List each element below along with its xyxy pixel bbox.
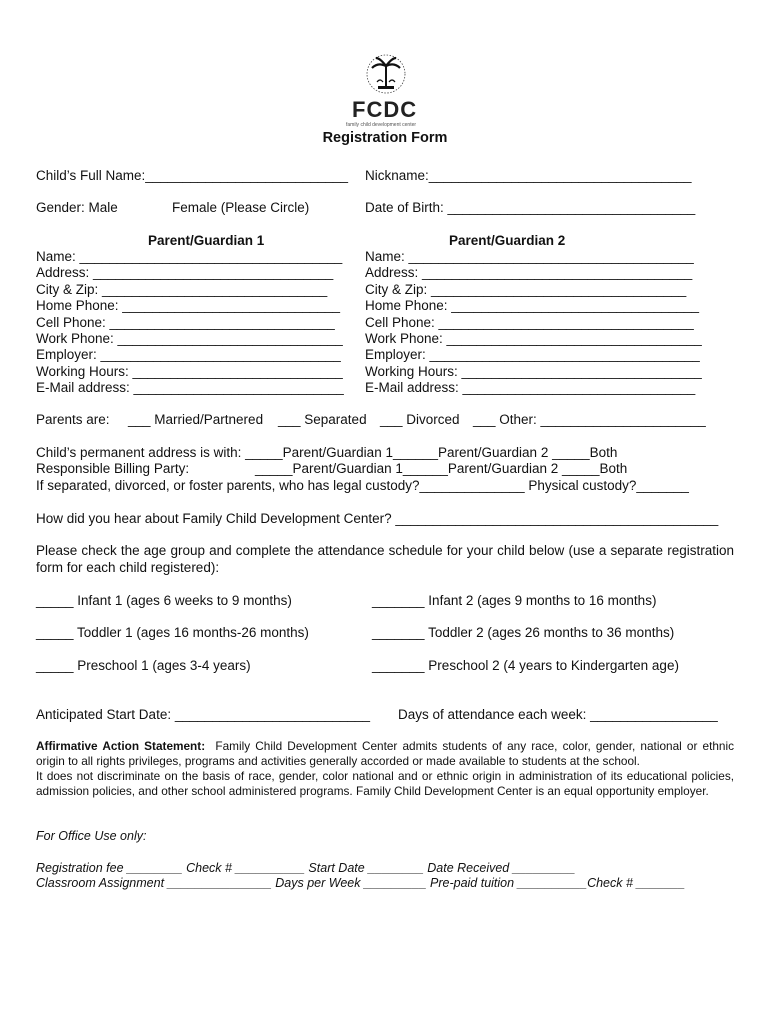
billing-party-options[interactable]: _____Parent/Guardian 1______Parent/Guardian 2 _____Both xyxy=(255,461,628,476)
office-use-line-1[interactable]: Registration fee ________ Check # __________ Start Date ________ Date Received _________ xyxy=(36,861,576,875)
guardian-2-employer-field[interactable]: Employer: ____________________________________ xyxy=(365,347,700,363)
form-title: Registration Form xyxy=(322,130,448,146)
infant-1-option[interactable]: _____ Infant 1 (ages 6 weeks to 9 months) xyxy=(36,593,292,608)
infant-2-option[interactable]: _______ Infant 2 (ages 9 months to 16 months) xyxy=(372,593,657,608)
fcdc-logo xyxy=(346,52,422,130)
affirmative-action-text-2: It does not discriminate on the basis of race, gender, color national and or ethnic origin in administration of its educational policies, admission policies, and other school administered programs. Family Child Development Center is an equal opportunity employer. xyxy=(36,769,734,798)
guardian-2-work-phone-field[interactable]: Work Phone: __________________________________ xyxy=(365,331,702,347)
affirmative-action-statement xyxy=(36,739,734,769)
toddler-2-option[interactable]: _______ Toddler 2 (ages 26 months to 36 months) xyxy=(372,625,675,640)
guardian-2-address-field[interactable]: Address: ____________________________________ xyxy=(365,265,693,281)
guardian-1-email-field[interactable]: E-Mail address: ____________________________ xyxy=(36,380,344,396)
age-group-instructions: Please check the age group and complete the attendance schedule for your child below (use a separate registration form for each child registered): xyxy=(36,543,734,575)
guardian-1-cell-phone-field[interactable]: Cell Phone: ______________________________ xyxy=(36,314,335,330)
status-separated-option[interactable]: ___ Separated xyxy=(278,412,367,427)
attendance-days-field[interactable]: Days of attendance each week: _________________ xyxy=(398,707,718,722)
status-other-option[interactable]: ___ Other: ______________________ xyxy=(473,412,706,427)
guardian-1-working-hours-field[interactable]: Working Hours: ____________________________ xyxy=(36,363,343,379)
parents-status-label: Parents are: xyxy=(36,412,110,427)
gender-male-option[interactable]: Gender: Male xyxy=(36,200,118,215)
guardian-2-fields xyxy=(365,249,702,397)
guardian-1-work-phone-field[interactable]: Work Phone: ______________________________ xyxy=(36,331,343,347)
guardian-1-home-phone-field[interactable]: Home Phone: _____________________________ xyxy=(36,298,341,314)
guardian-2-city-zip-field[interactable]: City & Zip: __________________________________ xyxy=(365,281,687,297)
child-name-field[interactable]: Child’s Full Name:___________________________ xyxy=(36,168,349,183)
office-use-label: For Office Use only: xyxy=(36,829,147,843)
affirmative-action-text-1: Family Child Development Center admits students of any race, color, gender, national or ethnic origin to all rights privileges, programs and activities generally accorded or made available to students at the school. xyxy=(36,739,734,768)
date-of-birth-field[interactable]: Date of Birth: _________________________________ xyxy=(365,200,696,215)
permanent-address-field[interactable]: Child’s permanent address is with: _____Parent/Guardian 1______Parent/Guardian 2 _____Both xyxy=(36,445,618,460)
billing-party-label: Responsible Billing Party: xyxy=(36,461,190,476)
status-divorced-option[interactable]: ___ Divorced xyxy=(380,412,460,427)
nickname-field[interactable]: Nickname:___________________________________ xyxy=(365,168,692,183)
logo-subtitle: family child development center xyxy=(346,122,417,128)
custody-field[interactable]: If separated, divorced, or foster parents, who has legal custody?______________ Physical custody?_______ xyxy=(36,478,689,493)
office-use-line-2[interactable]: Classroom Assignment _______________ Days per Week _________ Pre-paid tuition __________Check # _______ xyxy=(36,876,686,890)
guardian-1-employer-field[interactable]: Employer: ________________________________ xyxy=(36,347,341,363)
guardian-2-heading: Parent/Guardian 2 xyxy=(449,233,566,248)
guardian-1-name-field[interactable]: Name: ___________________________________ xyxy=(36,249,343,264)
guardian-2-cell-phone-field[interactable]: Cell Phone: __________________________________ xyxy=(365,314,694,330)
toddler-1-option[interactable]: _____ Toddler 1 (ages 16 months-26 months) xyxy=(36,625,309,640)
status-married-option[interactable]: ___ Married/Partnered xyxy=(128,412,264,427)
guardian-2-email-field[interactable]: E-Mail address: _______________________________ xyxy=(365,380,696,396)
logo-text: FCDC xyxy=(352,97,418,122)
guardian-2-working-hours-field[interactable]: Working Hours: ________________________________ xyxy=(365,363,702,379)
guardian-1-fields xyxy=(36,249,344,397)
preschool-1-option[interactable]: _____ Preschool 1 (ages 3-4 years) xyxy=(36,658,251,673)
guardian-1-heading: Parent/Guardian 1 xyxy=(148,233,265,248)
guardian-1-address-field[interactable]: Address: ________________________________ xyxy=(36,265,334,281)
guardian-2-home-phone-field[interactable]: Home Phone: _________________________________ xyxy=(365,298,700,314)
guardian-1-city-zip-field[interactable]: City & Zip: ______________________________ xyxy=(36,281,328,297)
start-date-field[interactable]: Anticipated Start Date: __________________________ xyxy=(36,707,371,722)
preschool-2-option[interactable]: _______ Preschool 2 (4 years to Kindergarten age) xyxy=(372,658,679,673)
guardian-2-name-field[interactable]: Name: ______________________________________ xyxy=(365,249,694,264)
referral-field[interactable]: How did you hear about Family Child Development Center? ___________________________________________ xyxy=(36,511,719,526)
affirmative-action-label: Affirmative Action Statement: xyxy=(36,739,206,753)
gender-female-option[interactable]: Female (Please Circle) xyxy=(172,200,310,215)
